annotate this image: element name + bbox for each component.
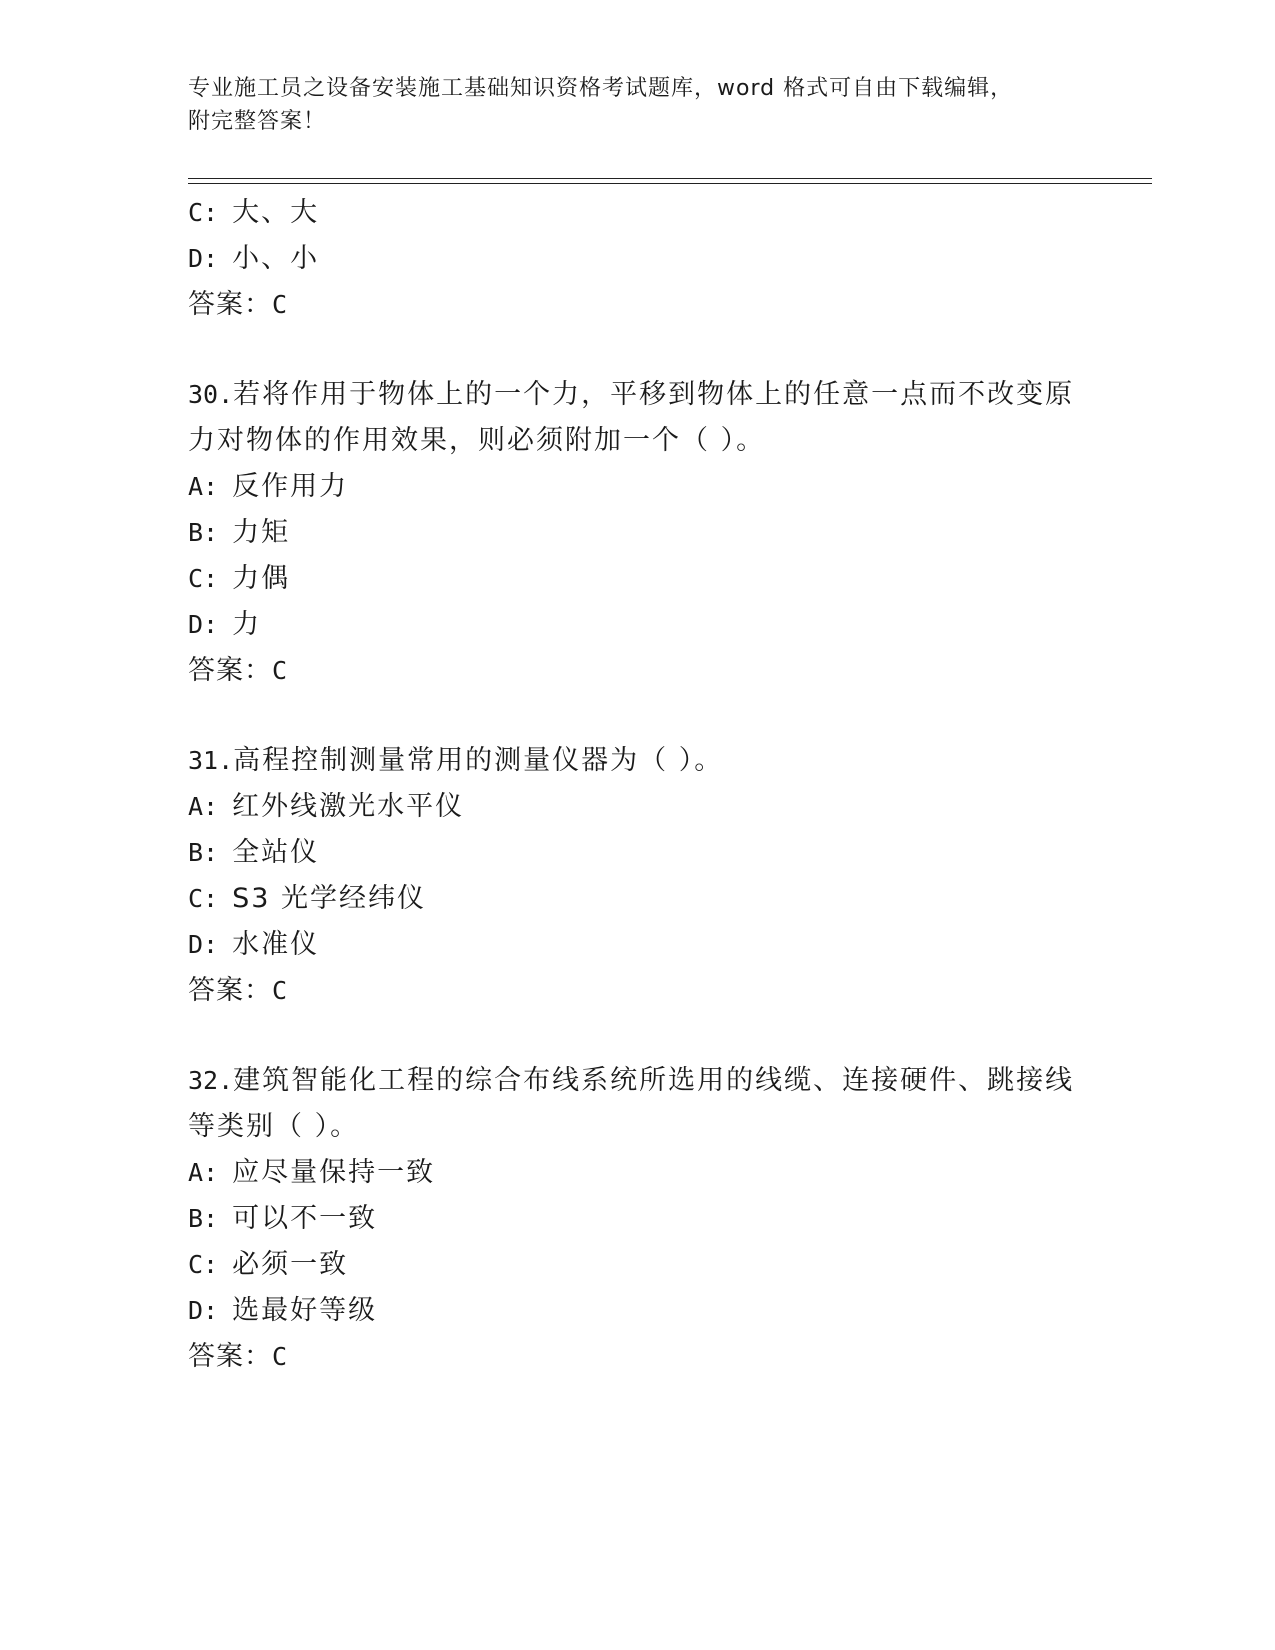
option-text: 应尽量保持一致 xyxy=(232,1157,436,1188)
option-text: 反作用力 xyxy=(232,471,349,502)
option-letter: A: xyxy=(188,792,219,821)
question-stem-continued xyxy=(188,418,1088,464)
question-stem-line: 等类别（ ）。 xyxy=(188,1111,360,1142)
document-header xyxy=(188,72,1068,138)
option-text: 大、大 xyxy=(232,197,320,228)
option-row xyxy=(188,556,1088,602)
option-letter: C: xyxy=(188,1250,219,1279)
option-letter: A: xyxy=(188,472,219,501)
question-30 xyxy=(188,372,1088,694)
option-letter: A: xyxy=(188,1158,219,1187)
option-row xyxy=(188,1288,1088,1334)
question-stem-line: 若将作用于物体上的一个力，平移到物体上的任意一点而不改变原 xyxy=(233,379,1075,410)
answer-row xyxy=(188,968,1088,1014)
question-stem xyxy=(188,738,1088,784)
question-list xyxy=(188,190,1088,1380)
option-text: 可以不一致 xyxy=(232,1203,378,1234)
question-32 xyxy=(188,1058,1088,1380)
option-row xyxy=(188,830,1088,876)
option-letter: D: xyxy=(188,1296,219,1325)
option-text: 力矩 xyxy=(232,517,291,548)
option-text: 全站仪 xyxy=(232,837,320,868)
answer-row xyxy=(188,648,1088,694)
header-line-1: 专业施工员之设备安装施工基础知识资格考试题库，word 格式可自由下载编辑， xyxy=(188,76,1014,101)
option-row xyxy=(188,602,1088,648)
answer-label: 答案： xyxy=(188,289,272,320)
question-stem xyxy=(188,1058,1088,1104)
answer-label: 答案： xyxy=(188,975,272,1006)
answer-value: C xyxy=(272,976,288,1005)
option-letter: C: xyxy=(188,198,219,227)
question-stem-continued xyxy=(188,1104,1088,1150)
question-number: 31. xyxy=(188,746,234,775)
option-text: 红外线激光水平仪 xyxy=(232,791,465,822)
header-divider-top xyxy=(188,178,1152,179)
option-row xyxy=(188,236,1088,282)
answer-row xyxy=(188,1334,1088,1380)
option-letter: C: xyxy=(188,564,219,593)
option-letter: B: xyxy=(188,838,219,867)
option-row xyxy=(188,1242,1088,1288)
option-row xyxy=(188,1150,1088,1196)
option-text: 力偶 xyxy=(232,563,291,594)
option-letter: B: xyxy=(188,518,219,547)
answer-value: C xyxy=(272,656,288,685)
answer-value: C xyxy=(272,1342,288,1371)
option-letter: D: xyxy=(188,244,219,273)
prev-question-tail xyxy=(188,190,1088,328)
option-letter: D: xyxy=(188,930,219,959)
question-stem-line: 力对物体的作用效果，则必须附加一个（ ）。 xyxy=(188,425,766,456)
question-number: 32. xyxy=(188,1066,234,1095)
question-stem xyxy=(188,372,1088,418)
question-stem-line: 建筑智能化工程的综合布线系统所选用的线缆、连接硬件、跳接线 xyxy=(233,1065,1075,1096)
option-text: S3 光学经纬仪 xyxy=(232,883,427,914)
header-divider-bottom xyxy=(188,183,1152,184)
option-text: 力 xyxy=(232,609,262,640)
option-letter: C: xyxy=(188,884,219,913)
answer-value: C xyxy=(272,290,288,319)
option-text: 必须一致 xyxy=(232,1249,349,1280)
option-row xyxy=(188,876,1088,922)
option-text: 小、小 xyxy=(232,243,320,274)
header-line-2: 附完整答案！ xyxy=(188,109,327,134)
answer-row xyxy=(188,282,1088,328)
option-row xyxy=(188,510,1088,556)
option-row xyxy=(188,922,1088,968)
option-text: 水准仪 xyxy=(232,929,320,960)
option-row xyxy=(188,464,1088,510)
answer-label: 答案： xyxy=(188,655,272,686)
question-stem-line: 高程控制测量常用的测量仪器为（ ）。 xyxy=(233,745,724,776)
option-letter: B: xyxy=(188,1204,219,1233)
answer-label: 答案： xyxy=(188,1341,272,1372)
question-number: 30. xyxy=(188,380,234,409)
option-letter: D: xyxy=(188,610,219,639)
option-row xyxy=(188,784,1088,830)
option-row xyxy=(188,190,1088,236)
option-text: 选最好等级 xyxy=(232,1295,378,1326)
option-row xyxy=(188,1196,1088,1242)
question-31 xyxy=(188,738,1088,1014)
